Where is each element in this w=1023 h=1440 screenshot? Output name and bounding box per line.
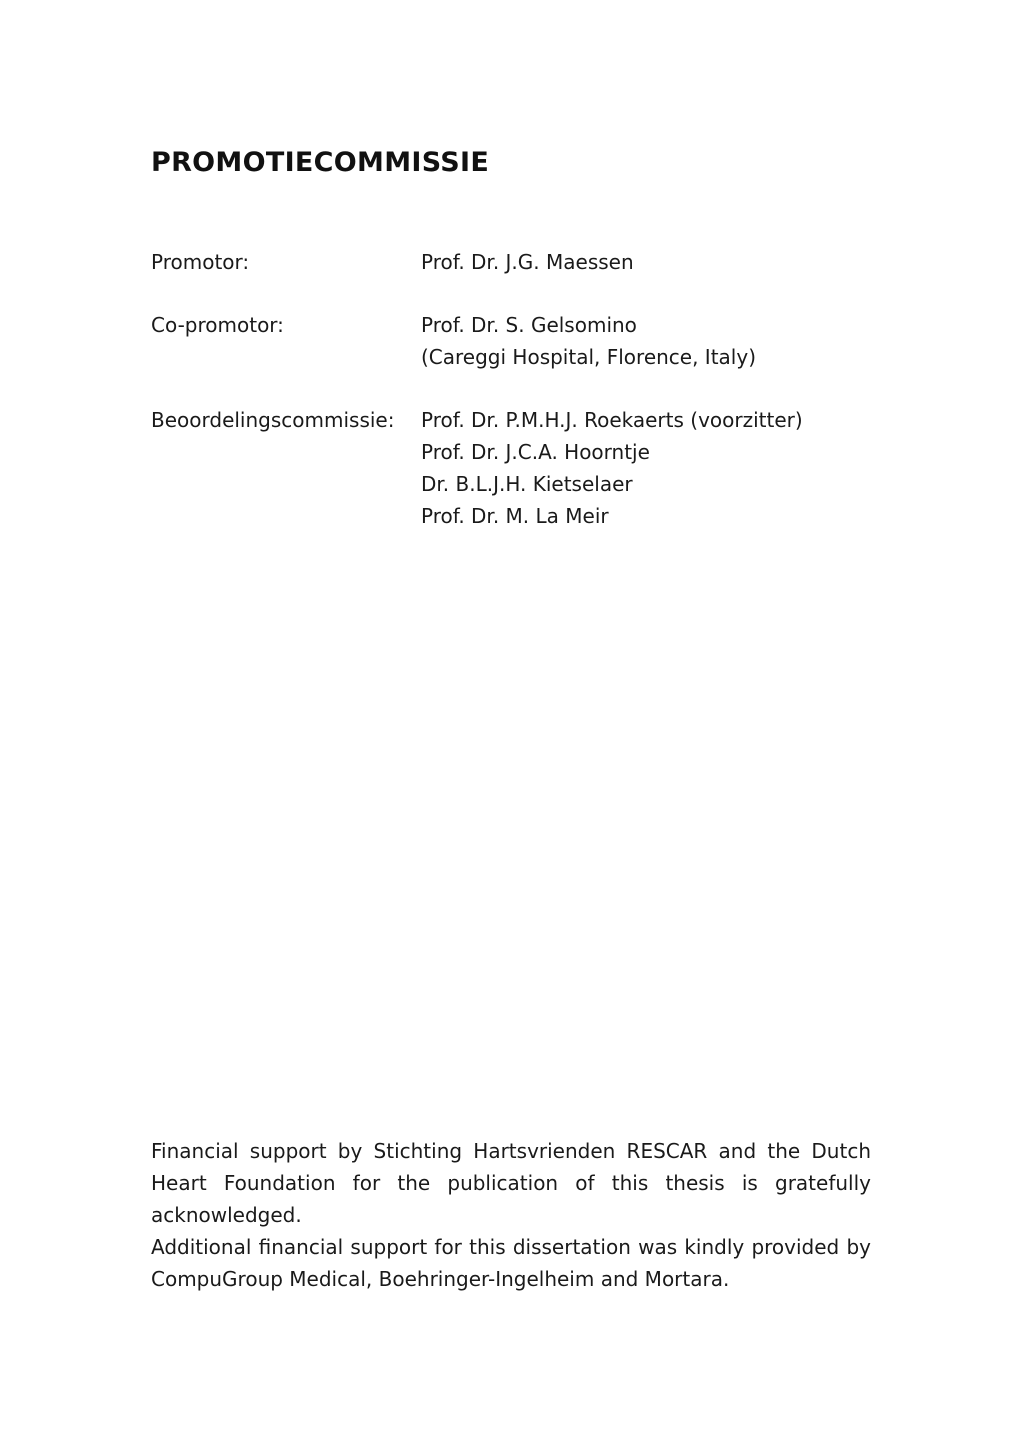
assessment-committee-label: Beoordelingscommissie: xyxy=(151,408,395,432)
co-promotor-affiliation: (Careggi Hospital, Florence, Italy) xyxy=(421,345,756,369)
assessment-member: Prof. Dr. M. La Meir xyxy=(421,504,609,528)
acknowledgement-paragraph: Financial support by Stichting Hartsvrienden RESCAR and the Dutch Heart Foundation for the publication of this thesis is gratefully acknowledged. xyxy=(151,1139,871,1227)
co-promotor-row xyxy=(151,309,881,373)
co-promotor-label: Co-promotor: xyxy=(151,313,284,337)
assessment-member: Prof. Dr. P.M.H.J. Roekaerts (voorzitter) xyxy=(421,408,803,432)
assessment-member: Prof. Dr. J.C.A. Hoorntje xyxy=(421,440,650,464)
promotor-row xyxy=(151,246,881,278)
co-promotor-name: Prof. Dr. S. Gelsomino xyxy=(421,313,637,337)
promotor-name: Prof. Dr. J.G. Maessen xyxy=(421,250,634,274)
assessment-committee-row xyxy=(151,404,881,532)
assessment-member: Dr. B.L.J.H. Kietselaer xyxy=(421,472,633,496)
acknowledgement-section xyxy=(151,1135,871,1295)
co-promotor-members xyxy=(421,309,881,373)
promotor-members xyxy=(421,246,881,278)
acknowledgement-paragraph: Additional financial support for this dissertation was kindly provided by CompuGroup Medical, Boehringer-Ingelheim and Mortara. xyxy=(151,1235,871,1291)
page-title: PROMOTIECOMMISSIE xyxy=(151,147,490,178)
committee-list xyxy=(151,246,881,563)
assessment-committee-members xyxy=(421,404,881,532)
promotor-label: Promotor: xyxy=(151,250,250,274)
